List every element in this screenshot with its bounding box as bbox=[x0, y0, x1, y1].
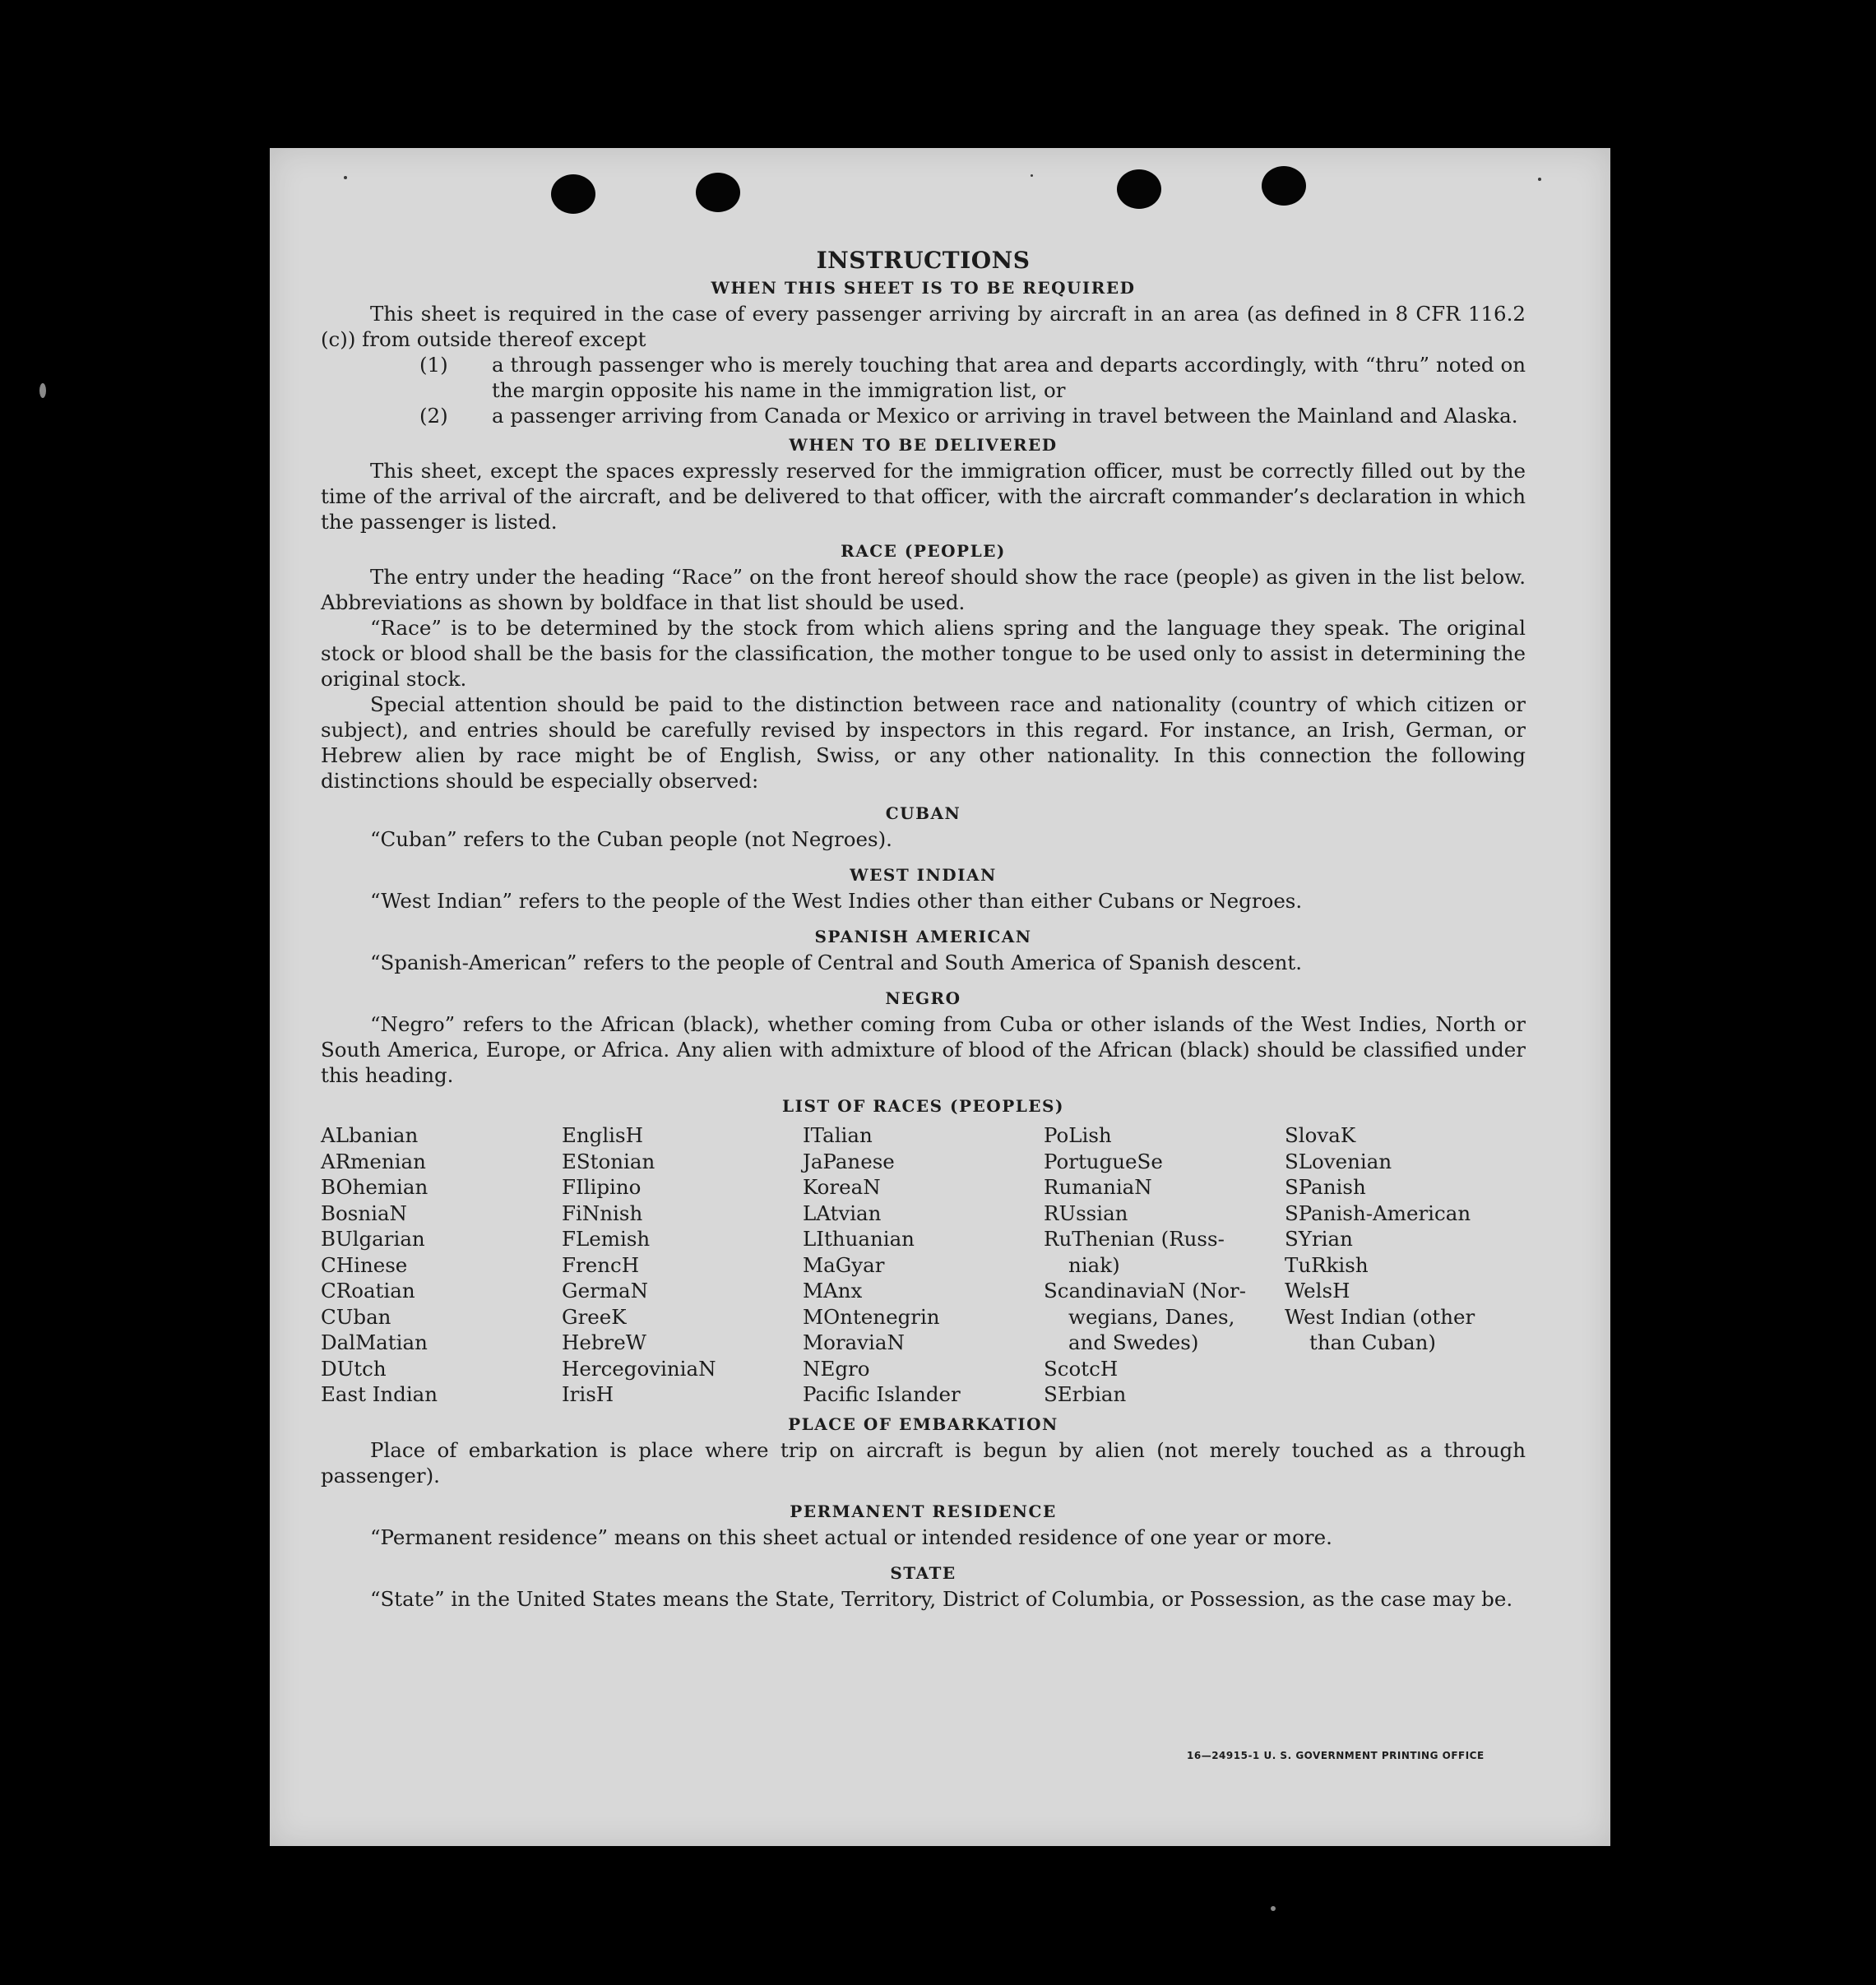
punch-hole bbox=[696, 173, 740, 212]
race-entry: FiNnish bbox=[562, 1201, 643, 1225]
section-heading-west-indian: WEST INDIAN bbox=[850, 865, 997, 885]
race-entry: NEgro bbox=[803, 1356, 870, 1381]
race-entry: WelsH bbox=[1285, 1279, 1350, 1303]
exception-number: (1) bbox=[419, 353, 448, 377]
race-entry: DUtch bbox=[321, 1356, 387, 1381]
race-entry: West Indian (other bbox=[1285, 1304, 1475, 1329]
race-entry: SPanish bbox=[1285, 1175, 1366, 1199]
delivered-text: This sheet, except the spaces expressly reserved for the immigration officer, must be correctly filled out by the time of the arrival of the aircraft, and be delivered to that officer, with the aircraft commander’s declaration in which the passenger is listed. bbox=[321, 459, 1526, 534]
races-column bbox=[803, 1122, 1044, 1408]
race-entry: ITalian bbox=[803, 1123, 873, 1147]
residence-text: “Permanent residence” means on this sheet actual or intended residence of one year or more. bbox=[370, 1525, 1332, 1549]
exception-item bbox=[321, 352, 1526, 403]
race-entry: EStonian bbox=[562, 1149, 655, 1173]
section-heading-delivered: WHEN TO BE DELIVERED bbox=[789, 435, 1058, 455]
state-text: “State” in the United States means the State, Territory, District of Columbia, or Possession, as the case may be. bbox=[370, 1586, 1513, 1611]
race-entry: HebreW bbox=[562, 1330, 646, 1354]
race-entry: SYrian bbox=[1285, 1227, 1353, 1251]
punch-hole bbox=[551, 174, 595, 214]
race-entry: BOhemian bbox=[321, 1175, 428, 1199]
race-entry: DalMatian bbox=[321, 1330, 428, 1354]
race-entry: BUlgarian bbox=[321, 1227, 425, 1251]
race-entry: PortugueSe bbox=[1044, 1149, 1163, 1173]
page-title: INSTRUCTIONS bbox=[816, 247, 1031, 274]
punch-hole bbox=[1262, 166, 1306, 206]
race-entry: MaGyar bbox=[803, 1252, 885, 1277]
cuban-text: “Cuban” refers to the Cuban people (not Negroes). bbox=[370, 827, 892, 851]
embarkation-text: Place of embarkation is place where trip on aircraft is begun by alien (not merely touched as a through passenger). bbox=[321, 1437, 1526, 1488]
west-indian-text: “West Indian” refers to the people of the West Indies other than either Cubans or Negroes. bbox=[370, 889, 1303, 913]
race-entry: BosniaN bbox=[321, 1201, 407, 1225]
race-entry: SLovenian bbox=[1285, 1149, 1392, 1173]
race-entry: MOntenegrin bbox=[803, 1304, 940, 1329]
exception-text: a passenger arriving from Canada or Mexico or arriving in travel between the Mainland and Alaska. bbox=[492, 404, 1518, 428]
races-column bbox=[562, 1122, 803, 1408]
race-entry: FrencH bbox=[562, 1252, 640, 1277]
race-entry: and Swedes) bbox=[1068, 1330, 1199, 1354]
race-paragraph: Special attention should be paid to the distinction between race and nationality (country of which citizen or subject), and entries should be carefully revised by inspectors in this regard. For instance, an Irish, German, or Hebrew alien by race might be of English, Swiss, or any other nationality. In this connection the following distinctions should be especially observed: bbox=[321, 692, 1526, 793]
races-column bbox=[1285, 1122, 1526, 1408]
race-entry: MAnx bbox=[803, 1279, 863, 1303]
race-entry: GreeK bbox=[562, 1304, 627, 1329]
exception-item bbox=[321, 403, 1526, 428]
punch-hole bbox=[1117, 169, 1161, 209]
race-entry: ARmenian bbox=[321, 1149, 426, 1173]
race-entry: RUssian bbox=[1044, 1201, 1128, 1225]
race-entry: JaPanese bbox=[803, 1149, 895, 1173]
race-paragraph: The entry under the heading “Race” on the front hereof should show the race (people) as given in the list below. Abbreviations as shown by boldface in that list should be used. bbox=[321, 565, 1526, 614]
race-entry: CRoatian bbox=[321, 1279, 415, 1303]
exception-text: a through passenger who is merely touching that area and departs accordingly, with “thru” noted on the margin opposite his name in the immigration list, or bbox=[492, 353, 1526, 402]
negro-text: “Negro” refers to the African (black), whether coming from Cuba or other islands of the West Indies, North or South America, Europe, or Africa. Any alien with admixture of blood of the African (black) should be classified under this heading. bbox=[321, 1012, 1526, 1087]
race-entry: CUban bbox=[321, 1304, 391, 1329]
race-entry: LAtvian bbox=[803, 1201, 882, 1225]
race-entry: niak) bbox=[1068, 1252, 1120, 1277]
races-column bbox=[1044, 1122, 1285, 1408]
speck bbox=[1538, 178, 1541, 181]
race-entry: SErbian bbox=[1044, 1382, 1127, 1406]
race-entry: SPanish-American bbox=[1285, 1201, 1471, 1225]
races-list bbox=[321, 1122, 1526, 1408]
section-heading-embarkation: PLACE OF EMBARKATION bbox=[788, 1414, 1058, 1434]
race-entry: than Cuban) bbox=[1309, 1330, 1436, 1354]
section-heading-residence: PERMANENT RESIDENCE bbox=[790, 1501, 1057, 1521]
exception-number: (2) bbox=[419, 404, 448, 428]
race-entry: RuThenian (Russ- bbox=[1044, 1227, 1225, 1251]
when-required-intro: This sheet is required in the case of every passenger arriving by aircraft in an area (as defined in 8 CFR 116.2 (c)) from outside thereof except bbox=[321, 302, 1526, 351]
race-entry: East Indian bbox=[321, 1382, 438, 1406]
race-entry: CHinese bbox=[321, 1252, 408, 1277]
race-entry: PoLish bbox=[1044, 1123, 1112, 1147]
race-entry: ALbanian bbox=[321, 1123, 419, 1147]
section-heading-negro: NEGRO bbox=[885, 988, 961, 1008]
race-entry: wegians, Danes, bbox=[1068, 1304, 1235, 1329]
race-entry: ScotcH bbox=[1044, 1356, 1119, 1381]
race-entry: MoraviaN bbox=[803, 1330, 905, 1354]
race-entry: ScandinaviaN (Nor- bbox=[1044, 1279, 1247, 1303]
race-paragraph: “Race” is to be determined by the stock from which aliens spring and the language they speak. The original stock or blood shall be the basis for the classification, the mother tongue to be used only to assist in determining the original stock. bbox=[321, 616, 1526, 691]
section-heading-state: STATE bbox=[890, 1562, 957, 1583]
race-entry: IrisH bbox=[562, 1382, 614, 1406]
race-entry: SlovaK bbox=[1285, 1123, 1356, 1147]
race-entry: RumaniaN bbox=[1044, 1175, 1152, 1199]
races-column bbox=[321, 1122, 562, 1408]
section-heading-when-required: WHEN THIS SHEET IS TO BE REQUIRED bbox=[711, 278, 1136, 298]
race-entry: Pacific Islander bbox=[803, 1382, 961, 1406]
race-entry: TuRkish bbox=[1285, 1252, 1369, 1277]
section-heading-spanish-american: SPANISH AMERICAN bbox=[814, 927, 1032, 946]
section-heading-races-list: LIST OF RACES (PEOPLES) bbox=[782, 1096, 1064, 1116]
race-entry: KoreaN bbox=[803, 1175, 881, 1199]
speck bbox=[1271, 1906, 1276, 1911]
document-sheet bbox=[270, 148, 1610, 1846]
race-entry: GermaN bbox=[562, 1279, 649, 1303]
race-entry: LIthuanian bbox=[803, 1227, 915, 1251]
section-heading-cuban: CUBAN bbox=[885, 803, 961, 823]
race-entry: FIlipino bbox=[562, 1175, 642, 1199]
race-entry: EnglisH bbox=[562, 1123, 643, 1147]
race-entry: FLemish bbox=[562, 1227, 651, 1251]
speck bbox=[39, 383, 46, 398]
section-heading-race: RACE (PEOPLE) bbox=[841, 541, 1006, 561]
instructions-content bbox=[321, 245, 1526, 1612]
speck bbox=[1031, 174, 1033, 177]
race-entry: HercegoviniaN bbox=[562, 1356, 716, 1381]
speck bbox=[344, 176, 347, 179]
spanish-american-text: “Spanish-American” refers to the people of Central and South America of Spanish descent. bbox=[370, 951, 1303, 974]
printing-office-code: 16—24915-1 U. S. GOVERNMENT PRINTING OFFICE bbox=[1187, 1750, 1485, 1761]
